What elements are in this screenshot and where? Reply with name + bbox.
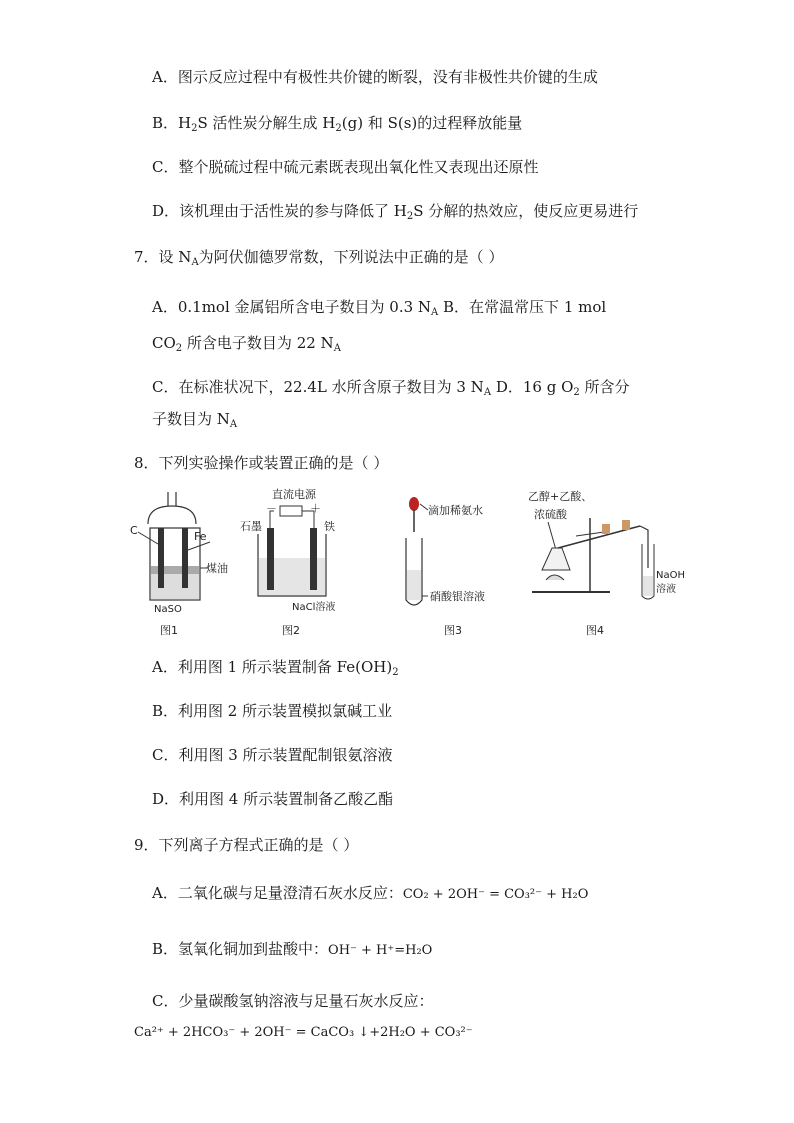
fig2-minus-label: － [266, 502, 277, 515]
fig4-reagent-label: 乙醇+乙酸、 [528, 490, 593, 503]
q8-option-b: B．利用图 2 所示装置模拟氯碱工业 [152, 702, 393, 720]
q8-option-a: A．利用图 1 所示装置制备 $Fe(OH)_2$ [152, 658, 399, 678]
fig1-caption: 图1 [160, 624, 178, 637]
figure-4 [528, 488, 698, 642]
fig3-drop-label: 滴加稀氨水 [428, 504, 483, 517]
fig4-acid-label: 浓硫酸 [534, 508, 567, 521]
fig2-graphite-label: 石墨 [240, 520, 262, 533]
q8-stem: 8．下列实验操作或装置正确的是（ ） [134, 454, 389, 472]
q6-option-b: B．$H_2S$ 活性炭分解生成 $H_2(g)$ 和 S(s)的过程释放能量 [152, 114, 523, 134]
q6-option-d: D．该机理由于活性炭的参与降低了 $H_2S$ 分解的热效应，使反应更易进行 [152, 202, 639, 222]
q7-stem: 7．设 $N_A$为阿伏伽德罗常数，下列说法中正确的是（ ） [134, 248, 504, 268]
fig2-iron-label: 铁 [324, 520, 335, 533]
fig1-fe-label: Fe [194, 530, 207, 543]
q7-option-a-b: A．0.1mol 金属铝所含电子数目为 0.3 $N_A$ B．在常温常压下 1 mol [152, 298, 607, 318]
q9-option-a: A．二氧化碳与足量澄清石灰水反应：CO₂ + 2OH⁻ = CO₃²⁻ + H₂O [152, 884, 589, 902]
q9-option-b: B．氢氧化铜加到盐酸中：OH⁻ + H⁺=H₂O [152, 940, 433, 958]
q9-option-c-equation: Ca²⁺ + 2HCO₃⁻ + 2OH⁻ = CaCO₃ ↓+2H₂O + CO₃²⁻ [134, 1025, 473, 1040]
fig1-solution-label: NaSO [154, 604, 182, 615]
q7-option-b-cont: $CO_2$ 所含电子数目为 22 $N_A$ [152, 334, 341, 354]
figure-3 [400, 488, 510, 642]
q6-option-c: C．整个脱硫过程中硫元素既表现出氧化性又表现出还原性 [152, 158, 539, 176]
fig1-c-label: C [130, 524, 138, 537]
fig4-caption: 图4 [586, 624, 604, 637]
q8-option-c: C．利用图 3 所示装置配制银氨溶液 [152, 746, 393, 764]
fig2-caption: 图2 [282, 624, 300, 637]
q6-option-a: A．图示反应过程中有极性共价键的断裂，没有非极性共价键的生成 [152, 68, 598, 86]
fig2-solution-label: NaCl溶液 [292, 602, 336, 613]
fig4-naoh-label: NaOH [656, 570, 685, 581]
fig3-solution-label: 硝酸银溶液 [430, 590, 485, 603]
fig2-plus-label: ＋ [310, 502, 321, 515]
q8-option-d: D．利用图 4 所示装置制备乙酸乙酯 [152, 790, 394, 808]
fig3-caption: 图3 [444, 624, 462, 637]
q9-option-c: C．少量碳酸氢钠溶液与足量石灰水反应： [152, 992, 434, 1010]
fig4-solution-label: 溶液 [656, 584, 676, 595]
q7-option-c-d: C．在标准状况下，22.4L 水所含原子数目为 3 $N_A$ D．16 g $O_2$ 所含分 [152, 378, 630, 398]
q9-stem: 9．下列离子方程式正确的是（ ） [134, 836, 359, 854]
fig2-power-label: 直流电源 [272, 488, 316, 501]
figure-2 [240, 488, 350, 642]
figure-1 [130, 488, 240, 642]
fig1-oil-label: 煤油 [206, 562, 228, 575]
q7-option-d-cont: 子数目为 $N_A$ [152, 410, 238, 430]
